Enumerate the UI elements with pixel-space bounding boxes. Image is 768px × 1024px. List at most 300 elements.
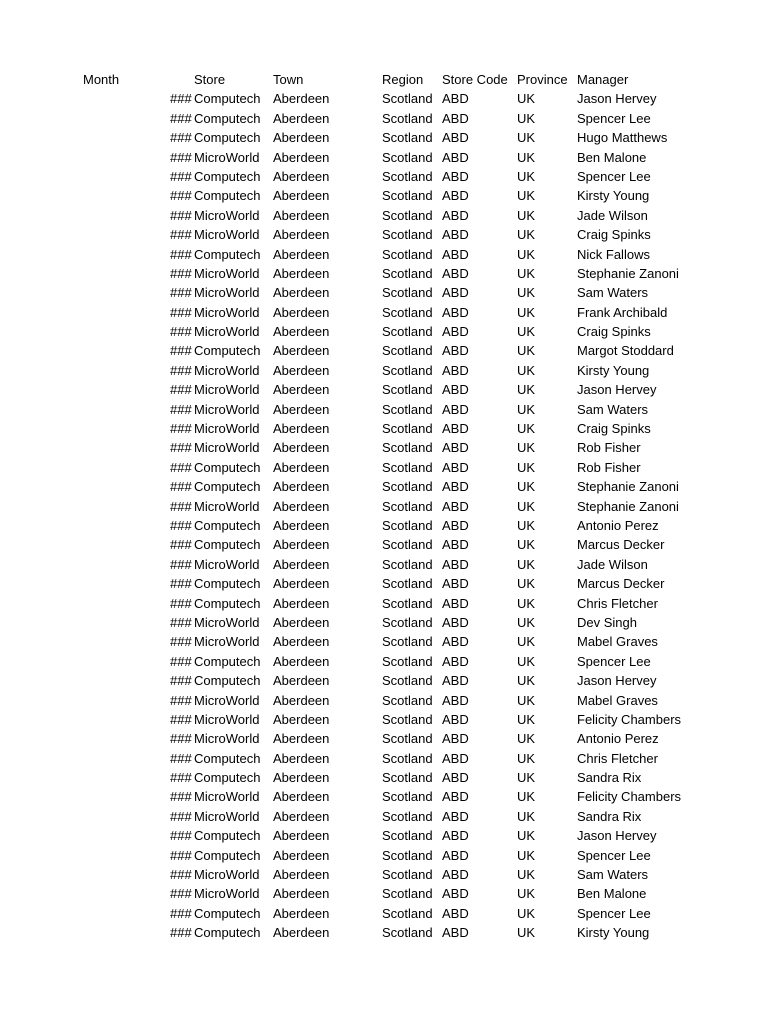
cell-manager: Marcus Decker bbox=[577, 576, 665, 592]
cell-province: UK bbox=[517, 207, 536, 223]
cell-store: MicroWorld bbox=[194, 692, 260, 708]
cell-province: UK bbox=[517, 168, 536, 184]
cell-store: MicroWorld bbox=[194, 362, 260, 378]
cell-store: Computech bbox=[194, 847, 261, 863]
cell-manager: Sandra Rix bbox=[577, 808, 642, 824]
cell-town: Aberdeen bbox=[273, 614, 330, 630]
cell-month: ### bbox=[170, 711, 192, 727]
cell-store-code: ABD bbox=[442, 537, 469, 553]
cell-store-code: ABD bbox=[442, 828, 469, 844]
table-row bbox=[0, 652, 768, 671]
cell-store-code: ABD bbox=[442, 324, 469, 340]
table-row bbox=[0, 264, 768, 283]
cell-region: Scotland bbox=[382, 168, 433, 184]
cell-month: ### bbox=[170, 265, 192, 281]
table-row bbox=[0, 865, 768, 884]
cell-month: ### bbox=[170, 789, 192, 805]
cell-province: UK bbox=[517, 556, 536, 572]
cell-region: Scotland bbox=[382, 634, 433, 650]
cell-store-code: ABD bbox=[442, 595, 469, 611]
cell-town: Aberdeen bbox=[273, 265, 330, 281]
cell-province: UK bbox=[517, 498, 536, 514]
cell-store: Computech bbox=[194, 91, 261, 107]
cell-province: UK bbox=[517, 673, 536, 689]
cell-province: UK bbox=[517, 227, 536, 243]
table-row bbox=[0, 225, 768, 244]
cell-month: ### bbox=[170, 440, 192, 456]
cell-province: UK bbox=[517, 614, 536, 630]
cell-province: UK bbox=[517, 285, 536, 301]
cell-town: Aberdeen bbox=[273, 847, 330, 863]
cell-month: ### bbox=[170, 867, 192, 883]
cell-town: Aberdeen bbox=[273, 925, 330, 941]
cell-month: ### bbox=[170, 731, 192, 747]
table-row bbox=[0, 245, 768, 264]
cell-store: Computech bbox=[194, 770, 261, 786]
table-row bbox=[0, 632, 768, 651]
cell-store-code: ABD bbox=[442, 304, 469, 320]
cell-province: UK bbox=[517, 265, 536, 281]
cell-province: UK bbox=[517, 324, 536, 340]
cell-town: Aberdeen bbox=[273, 188, 330, 204]
cell-town: Aberdeen bbox=[273, 673, 330, 689]
table-row bbox=[0, 148, 768, 167]
cell-store-code: ABD bbox=[442, 847, 469, 863]
cell-province: UK bbox=[517, 576, 536, 592]
cell-manager: Kirsty Young bbox=[577, 188, 650, 204]
cell-store: Computech bbox=[194, 750, 261, 766]
cell-town: Aberdeen bbox=[273, 207, 330, 223]
cell-town: Aberdeen bbox=[273, 304, 330, 320]
table-row bbox=[0, 749, 768, 768]
cell-store-code: ABD bbox=[442, 867, 469, 883]
cell-manager: Sam Waters bbox=[577, 867, 649, 883]
cell-region: Scotland bbox=[382, 110, 433, 126]
cell-region: Scotland bbox=[382, 188, 433, 204]
cell-town: Aberdeen bbox=[273, 556, 330, 572]
table-body bbox=[0, 89, 768, 942]
cell-region: Scotland bbox=[382, 440, 433, 456]
table-row bbox=[0, 846, 768, 865]
cell-manager: Sam Waters bbox=[577, 401, 649, 417]
table-row bbox=[0, 477, 768, 496]
cell-town: Aberdeen bbox=[273, 459, 330, 475]
cell-province: UK bbox=[517, 925, 536, 941]
cell-town: Aberdeen bbox=[273, 537, 330, 553]
cell-manager: Felicity Chambers bbox=[577, 711, 682, 727]
cell-month: ### bbox=[170, 285, 192, 301]
cell-month: ### bbox=[170, 207, 192, 223]
cell-province: UK bbox=[517, 91, 536, 107]
cell-store: Computech bbox=[194, 673, 261, 689]
cell-store: MicroWorld bbox=[194, 614, 260, 630]
cell-manager: Hugo Matthews bbox=[577, 130, 668, 146]
table-row bbox=[0, 535, 768, 554]
cell-town: Aberdeen bbox=[273, 750, 330, 766]
cell-month: ### bbox=[170, 362, 192, 378]
cell-month: ### bbox=[170, 304, 192, 320]
cell-store-code: ABD bbox=[442, 440, 469, 456]
cell-store-code: ABD bbox=[442, 673, 469, 689]
cell-region: Scotland bbox=[382, 401, 433, 417]
table-row bbox=[0, 807, 768, 826]
cell-store: MicroWorld bbox=[194, 207, 260, 223]
cell-store-code: ABD bbox=[442, 556, 469, 572]
header-store-code: Store Code bbox=[442, 72, 508, 87]
cell-month: ### bbox=[170, 614, 192, 630]
cell-store-code: ABD bbox=[442, 614, 469, 630]
cell-manager: Spencer Lee bbox=[577, 168, 651, 184]
cell-month: ### bbox=[170, 168, 192, 184]
table-row bbox=[0, 419, 768, 438]
header-region: Region bbox=[382, 72, 424, 87]
cell-month: ### bbox=[170, 847, 192, 863]
cell-town: Aberdeen bbox=[273, 130, 330, 146]
cell-store-code: ABD bbox=[442, 925, 469, 941]
cell-province: UK bbox=[517, 401, 536, 417]
cell-region: Scotland bbox=[382, 576, 433, 592]
cell-province: UK bbox=[517, 828, 536, 844]
cell-province: UK bbox=[517, 847, 536, 863]
cell-store-code: ABD bbox=[442, 517, 469, 533]
table-row bbox=[0, 923, 768, 942]
cell-region: Scotland bbox=[382, 789, 433, 805]
cell-region: Scotland bbox=[382, 246, 433, 262]
table-row bbox=[0, 128, 768, 147]
table-row bbox=[0, 729, 768, 748]
cell-town: Aberdeen bbox=[273, 246, 330, 262]
cell-store: MicroWorld bbox=[194, 401, 260, 417]
cell-province: UK bbox=[517, 149, 536, 165]
cell-store: MicroWorld bbox=[194, 498, 260, 514]
cell-store: Computech bbox=[194, 479, 261, 495]
cell-region: Scotland bbox=[382, 711, 433, 727]
cell-province: UK bbox=[517, 246, 536, 262]
cell-province: UK bbox=[517, 537, 536, 553]
table-row bbox=[0, 710, 768, 729]
cell-month: ### bbox=[170, 808, 192, 824]
cell-store: Computech bbox=[194, 110, 261, 126]
header-town: Town bbox=[273, 72, 304, 87]
cell-month: ### bbox=[170, 401, 192, 417]
cell-region: Scotland bbox=[382, 149, 433, 165]
cell-manager: Mabel Graves bbox=[577, 634, 658, 650]
cell-store: MicroWorld bbox=[194, 634, 260, 650]
cell-region: Scotland bbox=[382, 731, 433, 747]
cell-region: Scotland bbox=[382, 770, 433, 786]
header-month: Month bbox=[83, 72, 120, 87]
cell-month: ### bbox=[170, 227, 192, 243]
cell-store: Computech bbox=[194, 246, 261, 262]
cell-town: Aberdeen bbox=[273, 168, 330, 184]
cell-region: Scotland bbox=[382, 421, 433, 437]
cell-store: Computech bbox=[194, 459, 261, 475]
cell-store: MicroWorld bbox=[194, 227, 260, 243]
cell-store: MicroWorld bbox=[194, 324, 260, 340]
cell-store-code: ABD bbox=[442, 750, 469, 766]
cell-region: Scotland bbox=[382, 653, 433, 669]
cell-province: UK bbox=[517, 634, 536, 650]
cell-manager: Rob Fisher bbox=[577, 440, 641, 456]
table-row bbox=[0, 458, 768, 477]
table-row bbox=[0, 613, 768, 632]
cell-town: Aberdeen bbox=[273, 421, 330, 437]
cell-manager: Antonio Perez bbox=[577, 517, 659, 533]
cell-region: Scotland bbox=[382, 537, 433, 553]
cell-town: Aberdeen bbox=[273, 711, 330, 727]
cell-store-code: ABD bbox=[442, 808, 469, 824]
table-row bbox=[0, 555, 768, 574]
cell-province: UK bbox=[517, 905, 536, 921]
cell-store: MicroWorld bbox=[194, 731, 260, 747]
table-row bbox=[0, 283, 768, 302]
cell-month: ### bbox=[170, 886, 192, 902]
cell-province: UK bbox=[517, 421, 536, 437]
cell-region: Scotland bbox=[382, 207, 433, 223]
cell-manager: Rob Fisher bbox=[577, 459, 641, 475]
cell-manager: Nick Fallows bbox=[577, 246, 650, 262]
table-row bbox=[0, 497, 768, 516]
cell-region: Scotland bbox=[382, 750, 433, 766]
cell-store-code: ABD bbox=[442, 692, 469, 708]
cell-store: MicroWorld bbox=[194, 149, 260, 165]
cell-month: ### bbox=[170, 692, 192, 708]
table-row bbox=[0, 826, 768, 845]
header-store: Store bbox=[194, 72, 226, 87]
cell-town: Aberdeen bbox=[273, 382, 330, 398]
cell-town: Aberdeen bbox=[273, 479, 330, 495]
cell-region: Scotland bbox=[382, 459, 433, 475]
cell-store-code: ABD bbox=[442, 110, 469, 126]
cell-store-code: ABD bbox=[442, 207, 469, 223]
cell-store-code: ABD bbox=[442, 343, 469, 359]
cell-month: ### bbox=[170, 498, 192, 514]
cell-manager: Marcus Decker bbox=[577, 537, 665, 553]
table-row bbox=[0, 594, 768, 613]
cell-store-code: ABD bbox=[442, 634, 469, 650]
cell-store: Computech bbox=[194, 828, 261, 844]
cell-store-code: ABD bbox=[442, 362, 469, 378]
table-row bbox=[0, 884, 768, 903]
cell-region: Scotland bbox=[382, 595, 433, 611]
cell-manager: Kirsty Young bbox=[577, 362, 650, 378]
cell-store-code: ABD bbox=[442, 130, 469, 146]
cell-region: Scotland bbox=[382, 227, 433, 243]
cell-manager: Stephanie Zanoni bbox=[577, 479, 679, 495]
cell-manager: Ben Malone bbox=[577, 886, 647, 902]
cell-region: Scotland bbox=[382, 556, 433, 572]
cell-manager: Mabel Graves bbox=[577, 692, 658, 708]
cell-store: MicroWorld bbox=[194, 304, 260, 320]
cell-region: Scotland bbox=[382, 285, 433, 301]
spreadsheet-table bbox=[0, 70, 768, 943]
cell-province: UK bbox=[517, 808, 536, 824]
cell-month: ### bbox=[170, 130, 192, 146]
cell-province: UK bbox=[517, 692, 536, 708]
cell-manager: Spencer Lee bbox=[577, 110, 651, 126]
cell-region: Scotland bbox=[382, 828, 433, 844]
cell-store: Computech bbox=[194, 130, 261, 146]
cell-province: UK bbox=[517, 343, 536, 359]
cell-province: UK bbox=[517, 110, 536, 126]
cell-province: UK bbox=[517, 886, 536, 902]
cell-province: UK bbox=[517, 517, 536, 533]
cell-store-code: ABD bbox=[442, 168, 469, 184]
cell-month: ### bbox=[170, 91, 192, 107]
cell-region: Scotland bbox=[382, 382, 433, 398]
cell-store: MicroWorld bbox=[194, 886, 260, 902]
table-row bbox=[0, 89, 768, 108]
cell-store-code: ABD bbox=[442, 886, 469, 902]
cell-region: Scotland bbox=[382, 517, 433, 533]
cell-store-code: ABD bbox=[442, 285, 469, 301]
cell-manager: Ben Malone bbox=[577, 149, 647, 165]
cell-store: MicroWorld bbox=[194, 421, 260, 437]
cell-store: Computech bbox=[194, 168, 261, 184]
cell-province: UK bbox=[517, 479, 536, 495]
cell-month: ### bbox=[170, 188, 192, 204]
cell-manager: Sandra Rix bbox=[577, 770, 642, 786]
cell-month: ### bbox=[170, 673, 192, 689]
cell-store-code: ABD bbox=[442, 188, 469, 204]
cell-manager: Spencer Lee bbox=[577, 653, 651, 669]
cell-town: Aberdeen bbox=[273, 595, 330, 611]
cell-store: MicroWorld bbox=[194, 808, 260, 824]
cell-manager: Jade Wilson bbox=[577, 556, 648, 572]
table-row bbox=[0, 341, 768, 360]
cell-store-code: ABD bbox=[442, 246, 469, 262]
header-manager: Manager bbox=[577, 72, 629, 87]
cell-store-code: ABD bbox=[442, 91, 469, 107]
cell-region: Scotland bbox=[382, 808, 433, 824]
cell-province: UK bbox=[517, 653, 536, 669]
table-row bbox=[0, 574, 768, 593]
cell-manager: Felicity Chambers bbox=[577, 789, 682, 805]
table-row bbox=[0, 438, 768, 457]
cell-month: ### bbox=[170, 517, 192, 533]
table-row bbox=[0, 787, 768, 806]
cell-month: ### bbox=[170, 382, 192, 398]
cell-store-code: ABD bbox=[442, 421, 469, 437]
cell-store-code: ABD bbox=[442, 459, 469, 475]
cell-store-code: ABD bbox=[442, 498, 469, 514]
cell-month: ### bbox=[170, 653, 192, 669]
cell-manager: Chris Fletcher bbox=[577, 595, 658, 611]
cell-province: UK bbox=[517, 770, 536, 786]
table-row bbox=[0, 167, 768, 186]
cell-month: ### bbox=[170, 556, 192, 572]
cell-manager: Craig Spinks bbox=[577, 421, 651, 437]
cell-region: Scotland bbox=[382, 343, 433, 359]
cell-town: Aberdeen bbox=[273, 285, 330, 301]
cell-store: MicroWorld bbox=[194, 867, 260, 883]
table-row bbox=[0, 516, 768, 535]
table-row bbox=[0, 206, 768, 225]
table-row bbox=[0, 322, 768, 341]
cell-province: UK bbox=[517, 188, 536, 204]
cell-town: Aberdeen bbox=[273, 692, 330, 708]
table-row bbox=[0, 400, 768, 419]
cell-month: ### bbox=[170, 905, 192, 921]
cell-manager: Jason Hervey bbox=[577, 673, 657, 689]
cell-town: Aberdeen bbox=[273, 808, 330, 824]
cell-province: UK bbox=[517, 304, 536, 320]
cell-month: ### bbox=[170, 479, 192, 495]
cell-store: MicroWorld bbox=[194, 711, 260, 727]
table-row bbox=[0, 109, 768, 128]
cell-province: UK bbox=[517, 731, 536, 747]
cell-store: MicroWorld bbox=[194, 789, 260, 805]
cell-manager: Stephanie Zanoni bbox=[577, 265, 679, 281]
cell-region: Scotland bbox=[382, 498, 433, 514]
cell-town: Aberdeen bbox=[273, 110, 330, 126]
cell-manager: Jason Hervey bbox=[577, 382, 657, 398]
cell-manager: Margot Stoddard bbox=[577, 343, 674, 359]
table-row bbox=[0, 768, 768, 787]
cell-region: Scotland bbox=[382, 614, 433, 630]
cell-month: ### bbox=[170, 828, 192, 844]
cell-store: Computech bbox=[194, 905, 261, 921]
cell-town: Aberdeen bbox=[273, 653, 330, 669]
cell-region: Scotland bbox=[382, 362, 433, 378]
cell-store-code: ABD bbox=[442, 227, 469, 243]
cell-store: Computech bbox=[194, 576, 261, 592]
cell-manager: Frank Archibald bbox=[577, 304, 668, 320]
cell-province: UK bbox=[517, 459, 536, 475]
cell-town: Aberdeen bbox=[273, 789, 330, 805]
cell-month: ### bbox=[170, 634, 192, 650]
cell-month: ### bbox=[170, 246, 192, 262]
cell-town: Aberdeen bbox=[273, 517, 330, 533]
cell-month: ### bbox=[170, 925, 192, 941]
cell-store-code: ABD bbox=[442, 731, 469, 747]
cell-store: Computech bbox=[194, 595, 261, 611]
table-row bbox=[0, 303, 768, 322]
cell-store-code: ABD bbox=[442, 401, 469, 417]
cell-province: UK bbox=[517, 750, 536, 766]
cell-region: Scotland bbox=[382, 304, 433, 320]
cell-store-code: ABD bbox=[442, 576, 469, 592]
cell-store-code: ABD bbox=[442, 265, 469, 281]
cell-town: Aberdeen bbox=[273, 343, 330, 359]
cell-store: MicroWorld bbox=[194, 285, 260, 301]
cell-region: Scotland bbox=[382, 130, 433, 146]
cell-town: Aberdeen bbox=[273, 91, 330, 107]
cell-region: Scotland bbox=[382, 905, 433, 921]
cell-manager: Dev Singh bbox=[577, 614, 637, 630]
cell-town: Aberdeen bbox=[273, 401, 330, 417]
cell-month: ### bbox=[170, 110, 192, 126]
cell-manager: Jason Hervey bbox=[577, 828, 657, 844]
cell-store-code: ABD bbox=[442, 789, 469, 805]
table-row bbox=[0, 671, 768, 690]
header-province: Province bbox=[517, 72, 568, 87]
cell-region: Scotland bbox=[382, 91, 433, 107]
cell-province: UK bbox=[517, 711, 536, 727]
cell-region: Scotland bbox=[382, 673, 433, 689]
cell-store: MicroWorld bbox=[194, 382, 260, 398]
cell-province: UK bbox=[517, 867, 536, 883]
cell-province: UK bbox=[517, 789, 536, 805]
cell-store: MicroWorld bbox=[194, 556, 260, 572]
cell-town: Aberdeen bbox=[273, 731, 330, 747]
cell-store: Computech bbox=[194, 343, 261, 359]
header-row bbox=[0, 70, 768, 89]
cell-manager: Stephanie Zanoni bbox=[577, 498, 679, 514]
cell-town: Aberdeen bbox=[273, 227, 330, 243]
cell-manager: Jade Wilson bbox=[577, 207, 648, 223]
cell-region: Scotland bbox=[382, 692, 433, 708]
